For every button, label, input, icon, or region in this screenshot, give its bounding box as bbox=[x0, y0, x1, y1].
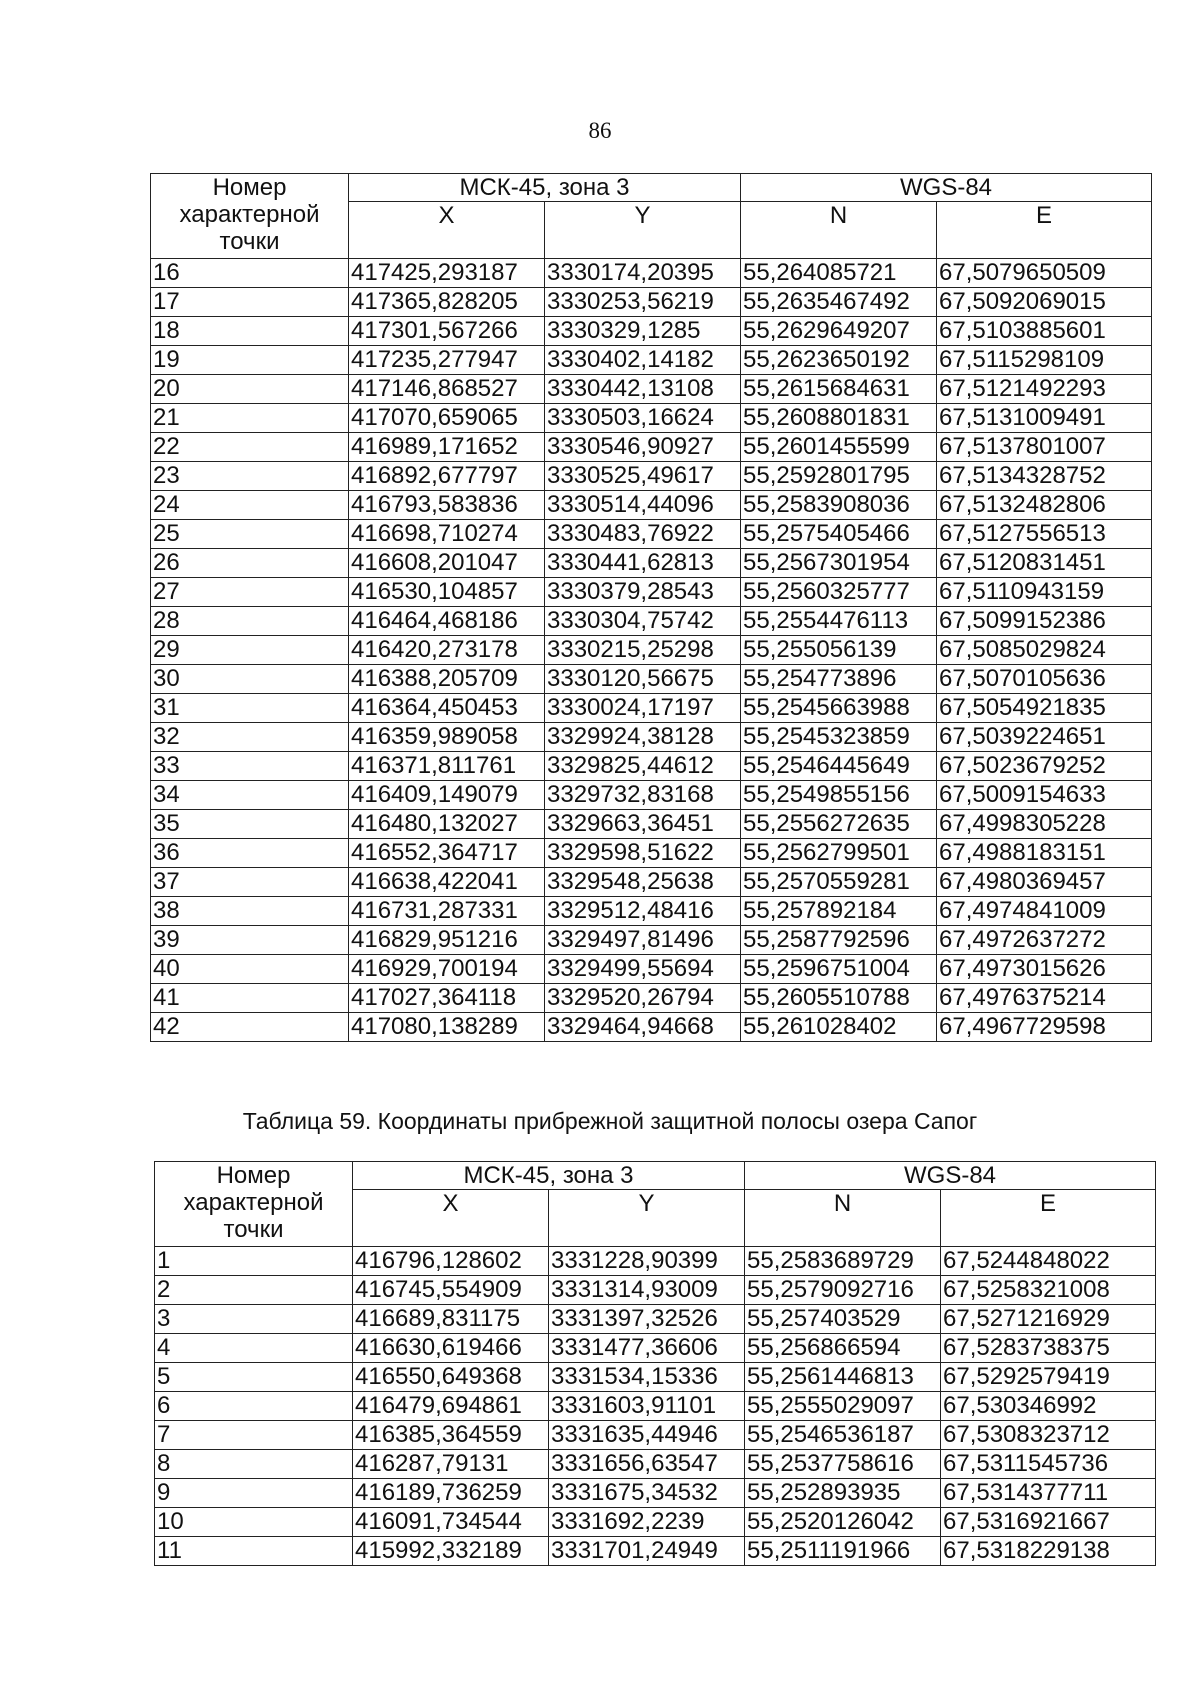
y-cell: 3331314,93009 bbox=[549, 1276, 745, 1305]
e-cell: 67,5070105636 bbox=[937, 665, 1152, 694]
y-cell: 3331228,90399 bbox=[549, 1247, 745, 1276]
n-cell: 55,2605510788 bbox=[741, 984, 937, 1013]
point-number-cell: 17 bbox=[151, 288, 349, 317]
e-cell: 67,530346992 bbox=[941, 1392, 1156, 1421]
point-number-cell: 38 bbox=[151, 897, 349, 926]
point-number-cell: 16 bbox=[151, 259, 349, 288]
x-cell: 416464,468186 bbox=[349, 607, 545, 636]
n-cell: 55,2583689729 bbox=[745, 1247, 941, 1276]
e-cell: 67,5103885601 bbox=[937, 317, 1152, 346]
x-cell: 416745,554909 bbox=[353, 1276, 549, 1305]
point-number-cell: 8 bbox=[155, 1450, 353, 1479]
e-cell: 67,5110943159 bbox=[937, 578, 1152, 607]
e-cell: 67,5092069015 bbox=[937, 288, 1152, 317]
n-header: N bbox=[745, 1190, 941, 1247]
table-row bbox=[151, 723, 1152, 752]
y-cell: 3330120,56675 bbox=[545, 665, 741, 694]
n-cell: 55,2567301954 bbox=[741, 549, 937, 578]
table-row bbox=[155, 1392, 1156, 1421]
point-number-cell: 37 bbox=[151, 868, 349, 897]
n-cell: 55,2520126042 bbox=[745, 1508, 941, 1537]
y-cell: 3330253,56219 bbox=[545, 288, 741, 317]
table-row bbox=[151, 897, 1152, 926]
n-cell: 55,2562799501 bbox=[741, 839, 937, 868]
n-cell: 55,2587792596 bbox=[741, 926, 937, 955]
point-number-cell: 40 bbox=[151, 955, 349, 984]
x-cell: 416420,273178 bbox=[349, 636, 545, 665]
e-cell: 67,5137801007 bbox=[937, 433, 1152, 462]
msk-header: МСК-45, зона 3 bbox=[353, 1162, 745, 1190]
y-cell: 3329663,36451 bbox=[545, 810, 741, 839]
table-body bbox=[151, 259, 1152, 1042]
x-header: X bbox=[353, 1190, 549, 1247]
e-header: E bbox=[937, 202, 1152, 259]
x-cell: 417146,868527 bbox=[349, 375, 545, 404]
y-cell: 3329825,44612 bbox=[545, 752, 741, 781]
table-row bbox=[151, 520, 1152, 549]
point-number-cell: 25 bbox=[151, 520, 349, 549]
e-cell: 67,5134328752 bbox=[937, 462, 1152, 491]
x-cell: 415992,332189 bbox=[353, 1537, 549, 1566]
n-cell: 55,2556272635 bbox=[741, 810, 937, 839]
y-cell: 3330215,25298 bbox=[545, 636, 741, 665]
x-cell: 416630,619466 bbox=[353, 1334, 549, 1363]
n-cell: 55,2596751004 bbox=[741, 955, 937, 984]
n-cell: 55,2561446813 bbox=[745, 1363, 941, 1392]
e-cell: 67,5271216929 bbox=[941, 1305, 1156, 1334]
point-number-cell: 41 bbox=[151, 984, 349, 1013]
point-number-cell: 32 bbox=[151, 723, 349, 752]
point-number-cell: 6 bbox=[155, 1392, 353, 1421]
wgs-header: WGS-84 bbox=[745, 1162, 1156, 1190]
table-row bbox=[151, 1013, 1152, 1042]
point-number-cell: 27 bbox=[151, 578, 349, 607]
e-cell: 67,4972637272 bbox=[937, 926, 1152, 955]
table-row bbox=[155, 1450, 1156, 1479]
y-cell: 3330304,75742 bbox=[545, 607, 741, 636]
x-cell: 416480,132027 bbox=[349, 810, 545, 839]
n-cell: 55,2554476113 bbox=[741, 607, 937, 636]
table-row bbox=[155, 1479, 1156, 1508]
page-number: 86 bbox=[588, 118, 612, 143]
n-cell: 55,2545323859 bbox=[741, 723, 937, 752]
point-number-cell: 34 bbox=[151, 781, 349, 810]
y-cell: 3331701,24949 bbox=[549, 1537, 745, 1566]
point-number-cell: 7 bbox=[155, 1421, 353, 1450]
x-cell: 416359,989058 bbox=[349, 723, 545, 752]
x-cell: 417365,828205 bbox=[349, 288, 545, 317]
y-cell: 3329548,25638 bbox=[545, 868, 741, 897]
e-cell: 67,5314377711 bbox=[941, 1479, 1156, 1508]
x-cell: 416989,171652 bbox=[349, 433, 545, 462]
point-number-cell: 5 bbox=[155, 1363, 353, 1392]
point-number-cell: 33 bbox=[151, 752, 349, 781]
table-row bbox=[151, 926, 1152, 955]
table-row bbox=[151, 810, 1152, 839]
e-cell: 67,5244848022 bbox=[941, 1247, 1156, 1276]
point-number-cell: 3 bbox=[155, 1305, 353, 1334]
y-cell: 3331656,63547 bbox=[549, 1450, 745, 1479]
y-cell: 3329924,38128 bbox=[545, 723, 741, 752]
n-cell: 55,2511191966 bbox=[745, 1537, 941, 1566]
table-row bbox=[155, 1305, 1156, 1334]
n-cell: 55,254773896 bbox=[741, 665, 937, 694]
table-row bbox=[151, 694, 1152, 723]
table-row bbox=[151, 288, 1152, 317]
x-cell: 417070,659065 bbox=[349, 404, 545, 433]
e-cell: 67,5292579419 bbox=[941, 1363, 1156, 1392]
y-cell: 3329499,55694 bbox=[545, 955, 741, 984]
x-cell: 416796,128602 bbox=[353, 1247, 549, 1276]
x-cell: 416698,710274 bbox=[349, 520, 545, 549]
x-cell: 416552,364717 bbox=[349, 839, 545, 868]
e-cell: 67,5115298109 bbox=[937, 346, 1152, 375]
table-row bbox=[151, 433, 1152, 462]
e-cell: 67,4973015626 bbox=[937, 955, 1152, 984]
x-cell: 416550,649368 bbox=[353, 1363, 549, 1392]
table-row bbox=[151, 781, 1152, 810]
y-cell: 3330483,76922 bbox=[545, 520, 741, 549]
y-cell: 3331692,2239 bbox=[549, 1508, 745, 1537]
x-cell: 416364,450453 bbox=[349, 694, 545, 723]
n-cell: 55,2546445649 bbox=[741, 752, 937, 781]
x-cell: 416689,831175 bbox=[353, 1305, 549, 1334]
point-number-cell: 36 bbox=[151, 839, 349, 868]
coordinates-table-continued bbox=[150, 173, 1152, 1042]
n-cell: 55,257892184 bbox=[741, 897, 937, 926]
table-row bbox=[151, 955, 1152, 984]
e-cell: 67,5009154633 bbox=[937, 781, 1152, 810]
y-cell: 3330503,16624 bbox=[545, 404, 741, 433]
table-row bbox=[151, 578, 1152, 607]
y-cell: 3329497,81496 bbox=[545, 926, 741, 955]
n-cell: 55,2570559281 bbox=[741, 868, 937, 897]
point-number-cell: 30 bbox=[151, 665, 349, 694]
table-row bbox=[151, 549, 1152, 578]
table-row bbox=[151, 404, 1152, 433]
y-cell: 3331397,32526 bbox=[549, 1305, 745, 1334]
e-cell: 67,5311545736 bbox=[941, 1450, 1156, 1479]
e-cell: 67,4967729598 bbox=[937, 1013, 1152, 1042]
point-number-header: Номер характерной точки bbox=[155, 1162, 353, 1247]
point-number-cell: 11 bbox=[155, 1537, 353, 1566]
msk-header: МСК-45, зона 3 bbox=[349, 174, 741, 202]
point-number-cell: 42 bbox=[151, 1013, 349, 1042]
e-cell: 67,5316921667 bbox=[941, 1508, 1156, 1537]
y-cell: 3330174,20395 bbox=[545, 259, 741, 288]
n-cell: 55,2601455599 bbox=[741, 433, 937, 462]
table-row bbox=[151, 607, 1152, 636]
e-cell: 67,5132482806 bbox=[937, 491, 1152, 520]
table-row bbox=[155, 1276, 1156, 1305]
e-cell: 67,5099152386 bbox=[937, 607, 1152, 636]
point-number-cell: 31 bbox=[151, 694, 349, 723]
table-header bbox=[151, 174, 1152, 259]
e-cell: 67,5127556513 bbox=[937, 520, 1152, 549]
x-cell: 416929,700194 bbox=[349, 955, 545, 984]
y-cell: 3331675,34532 bbox=[549, 1479, 745, 1508]
x-cell: 416793,583836 bbox=[349, 491, 545, 520]
x-cell: 416189,736259 bbox=[353, 1479, 549, 1508]
wgs-header: WGS-84 bbox=[741, 174, 1152, 202]
e-cell: 67,5039224651 bbox=[937, 723, 1152, 752]
e-cell: 67,5308323712 bbox=[941, 1421, 1156, 1450]
e-cell: 67,5054921835 bbox=[937, 694, 1152, 723]
e-cell: 67,5318229138 bbox=[941, 1537, 1156, 1566]
table-row bbox=[151, 375, 1152, 404]
point-number-header: Номер характерной точки bbox=[151, 174, 349, 259]
n-cell: 55,256866594 bbox=[745, 1334, 941, 1363]
n-cell: 55,2546536187 bbox=[745, 1421, 941, 1450]
n-cell: 55,252893935 bbox=[745, 1479, 941, 1508]
point-number-cell: 22 bbox=[151, 433, 349, 462]
n-cell: 55,2629649207 bbox=[741, 317, 937, 346]
e-cell: 67,4998305228 bbox=[937, 810, 1152, 839]
point-number-cell: 39 bbox=[151, 926, 349, 955]
e-cell: 67,4988183151 bbox=[937, 839, 1152, 868]
e-cell: 67,4980369457 bbox=[937, 868, 1152, 897]
y-cell: 3330546,90927 bbox=[545, 433, 741, 462]
table-row bbox=[155, 1334, 1156, 1363]
point-number-cell: 26 bbox=[151, 549, 349, 578]
x-cell: 416287,79131 bbox=[353, 1450, 549, 1479]
table-row bbox=[151, 839, 1152, 868]
e-header: E bbox=[941, 1190, 1156, 1247]
x-cell: 416371,811761 bbox=[349, 752, 545, 781]
y-cell: 3329512,48416 bbox=[545, 897, 741, 926]
coordinates-table-sapog bbox=[154, 1161, 1156, 1566]
n-cell: 55,2549855156 bbox=[741, 781, 937, 810]
e-cell: 67,5131009491 bbox=[937, 404, 1152, 433]
n-cell: 55,264085721 bbox=[741, 259, 937, 288]
x-cell: 416388,205709 bbox=[349, 665, 545, 694]
n-cell: 55,2537758616 bbox=[745, 1450, 941, 1479]
y-cell: 3329464,94668 bbox=[545, 1013, 741, 1042]
x-cell: 417425,293187 bbox=[349, 259, 545, 288]
point-number-cell: 24 bbox=[151, 491, 349, 520]
x-cell: 416409,149079 bbox=[349, 781, 545, 810]
x-cell: 416530,104857 bbox=[349, 578, 545, 607]
point-number-cell: 19 bbox=[151, 346, 349, 375]
n-cell: 55,2555029097 bbox=[745, 1392, 941, 1421]
point-number-cell: 35 bbox=[151, 810, 349, 839]
n-cell: 55,2579092716 bbox=[745, 1276, 941, 1305]
x-cell: 416385,364559 bbox=[353, 1421, 549, 1450]
x-cell: 416892,677797 bbox=[349, 462, 545, 491]
table-row bbox=[151, 636, 1152, 665]
e-cell: 67,5023679252 bbox=[937, 752, 1152, 781]
table-row bbox=[151, 491, 1152, 520]
e-cell: 67,5079650509 bbox=[937, 259, 1152, 288]
y-cell: 3330514,44096 bbox=[545, 491, 741, 520]
y-cell: 3330525,49617 bbox=[545, 462, 741, 491]
x-cell: 416638,422041 bbox=[349, 868, 545, 897]
x-cell: 417301,567266 bbox=[349, 317, 545, 346]
point-number-cell: 2 bbox=[155, 1276, 353, 1305]
x-cell: 416479,694861 bbox=[353, 1392, 549, 1421]
point-number-cell: 10 bbox=[155, 1508, 353, 1537]
y-header: Y bbox=[545, 202, 741, 259]
y-cell: 3330329,1285 bbox=[545, 317, 741, 346]
e-cell: 67,5121492293 bbox=[937, 375, 1152, 404]
table-row bbox=[155, 1363, 1156, 1392]
point-number-cell: 18 bbox=[151, 317, 349, 346]
n-cell: 55,2635467492 bbox=[741, 288, 937, 317]
n-cell: 55,2583908036 bbox=[741, 491, 937, 520]
y-cell: 3330441,62813 bbox=[545, 549, 741, 578]
point-number-cell: 23 bbox=[151, 462, 349, 491]
e-cell: 67,4974841009 bbox=[937, 897, 1152, 926]
y-cell: 3330379,28543 bbox=[545, 578, 741, 607]
n-cell: 55,2615684631 bbox=[741, 375, 937, 404]
n-cell: 55,2608801831 bbox=[741, 404, 937, 433]
n-cell: 55,2545663988 bbox=[741, 694, 937, 723]
point-number-cell: 29 bbox=[151, 636, 349, 665]
y-cell: 3329732,83168 bbox=[545, 781, 741, 810]
e-cell: 67,5085029824 bbox=[937, 636, 1152, 665]
x-cell: 416829,951216 bbox=[349, 926, 545, 955]
x-cell: 417027,364118 bbox=[349, 984, 545, 1013]
point-number-cell: 1 bbox=[155, 1247, 353, 1276]
x-cell: 416091,734544 bbox=[353, 1508, 549, 1537]
x-cell: 416608,201047 bbox=[349, 549, 545, 578]
x-cell: 417235,277947 bbox=[349, 346, 545, 375]
table-caption: Таблица 59. Координаты прибрежной защитной полосы озера Сапог bbox=[242, 1108, 978, 1134]
point-number-cell: 28 bbox=[151, 607, 349, 636]
n-cell: 55,2592801795 bbox=[741, 462, 937, 491]
point-number-cell: 21 bbox=[151, 404, 349, 433]
table-row bbox=[151, 259, 1152, 288]
n-cell: 55,255056139 bbox=[741, 636, 937, 665]
point-number-cell: 4 bbox=[155, 1334, 353, 1363]
table-row bbox=[151, 984, 1152, 1013]
table-row bbox=[155, 1421, 1156, 1450]
e-cell: 67,4976375214 bbox=[937, 984, 1152, 1013]
y-cell: 3329598,51622 bbox=[545, 839, 741, 868]
table-row bbox=[151, 317, 1152, 346]
e-cell: 67,5258321008 bbox=[941, 1276, 1156, 1305]
e-cell: 67,5283738375 bbox=[941, 1334, 1156, 1363]
table-body bbox=[155, 1247, 1156, 1566]
table-row bbox=[155, 1247, 1156, 1276]
x-cell: 417080,138289 bbox=[349, 1013, 545, 1042]
y-cell: 3329520,26794 bbox=[545, 984, 741, 1013]
n-cell: 55,261028402 bbox=[741, 1013, 937, 1042]
table-row bbox=[155, 1508, 1156, 1537]
table-row bbox=[155, 1537, 1156, 1566]
n-cell: 55,2560325777 bbox=[741, 578, 937, 607]
x-cell: 416731,287331 bbox=[349, 897, 545, 926]
table-row bbox=[151, 868, 1152, 897]
y-cell: 3331534,15336 bbox=[549, 1363, 745, 1392]
point-number-cell: 20 bbox=[151, 375, 349, 404]
y-cell: 3330442,13108 bbox=[545, 375, 741, 404]
table-row bbox=[151, 665, 1152, 694]
point-number-cell: 9 bbox=[155, 1479, 353, 1508]
n-header: N bbox=[741, 202, 937, 259]
y-cell: 3330024,17197 bbox=[545, 694, 741, 723]
y-header: Y bbox=[549, 1190, 745, 1247]
table-row bbox=[151, 752, 1152, 781]
x-header: X bbox=[349, 202, 545, 259]
table-header bbox=[155, 1162, 1156, 1247]
table-row bbox=[151, 346, 1152, 375]
y-cell: 3330402,14182 bbox=[545, 346, 741, 375]
table-row bbox=[151, 462, 1152, 491]
y-cell: 3331603,91101 bbox=[549, 1392, 745, 1421]
n-cell: 55,2575405466 bbox=[741, 520, 937, 549]
y-cell: 3331477,36606 bbox=[549, 1334, 745, 1363]
n-cell: 55,257403529 bbox=[745, 1305, 941, 1334]
n-cell: 55,2623650192 bbox=[741, 346, 937, 375]
y-cell: 3331635,44946 bbox=[549, 1421, 745, 1450]
e-cell: 67,5120831451 bbox=[937, 549, 1152, 578]
